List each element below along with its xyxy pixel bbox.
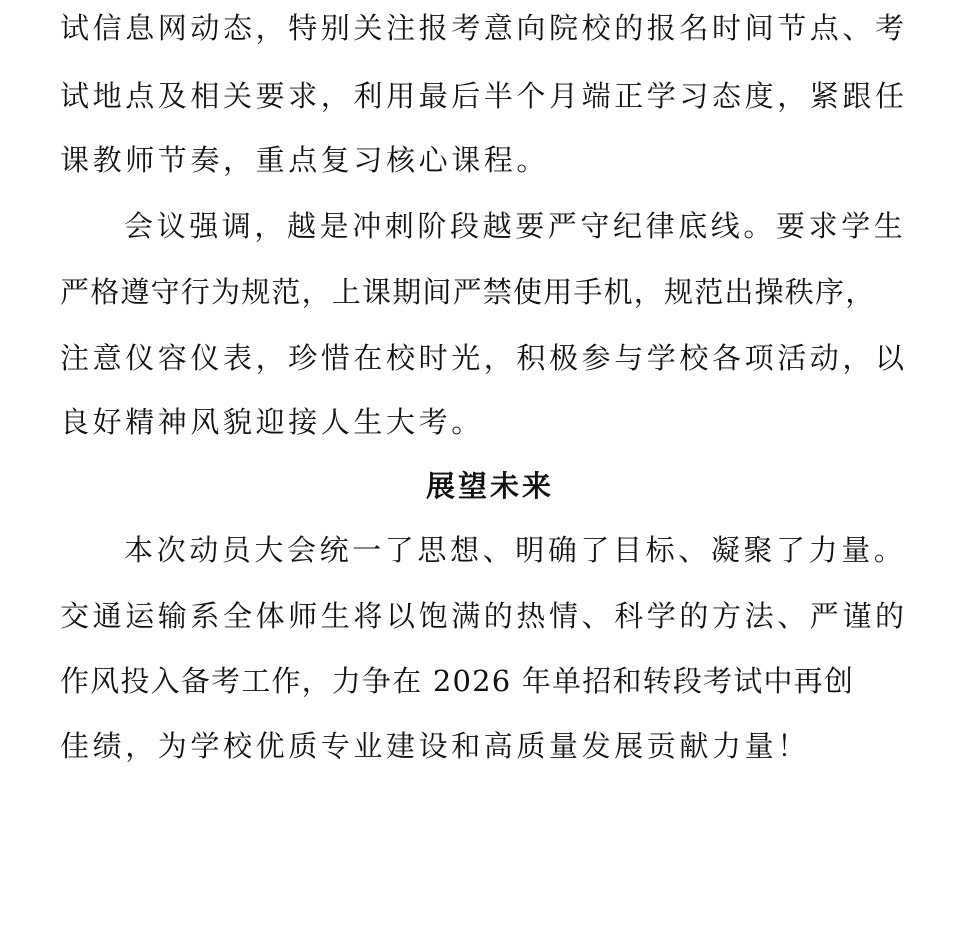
text-line: 良好精神风貌迎接人生大考。 <box>60 405 484 439</box>
text-line: 本次动员大会统一了思想、明确了目标、凝聚了力量。 <box>124 533 907 567</box>
text-line: 试信息网动态，特别关注报考意向院校的报名时间节点、考 <box>60 11 908 45</box>
text-line: 课教师节奏，重点复习核心课程。 <box>60 143 550 177</box>
text-line: 注意仪容仪表，珍惜在校时光，积极参与学校各项活动，以 <box>60 341 908 375</box>
text-line: 会议强调，越是冲刺阶段越要严守纪律底线。要求学生 <box>124 209 907 243</box>
text-line: 交通运输系全体师生将以饱满的热情、科学的方法、严谨的 <box>60 599 908 633</box>
text-line: 严格遵守行为规范，上课期间严禁使用手机，规范出操秩序， <box>60 275 876 309</box>
section-heading: 展望未来 <box>425 469 554 503</box>
text-line: 佳绩，为学校优质专业建设和高质量发展贡献力量！ <box>60 729 810 763</box>
text-line: 试地点及相关要求，利用最后半个月端正学习态度，紧跟任 <box>60 79 908 113</box>
text-line: 作风投入备考工作，力争在 2026 年单招和转段考试中再创 <box>60 664 855 698</box>
